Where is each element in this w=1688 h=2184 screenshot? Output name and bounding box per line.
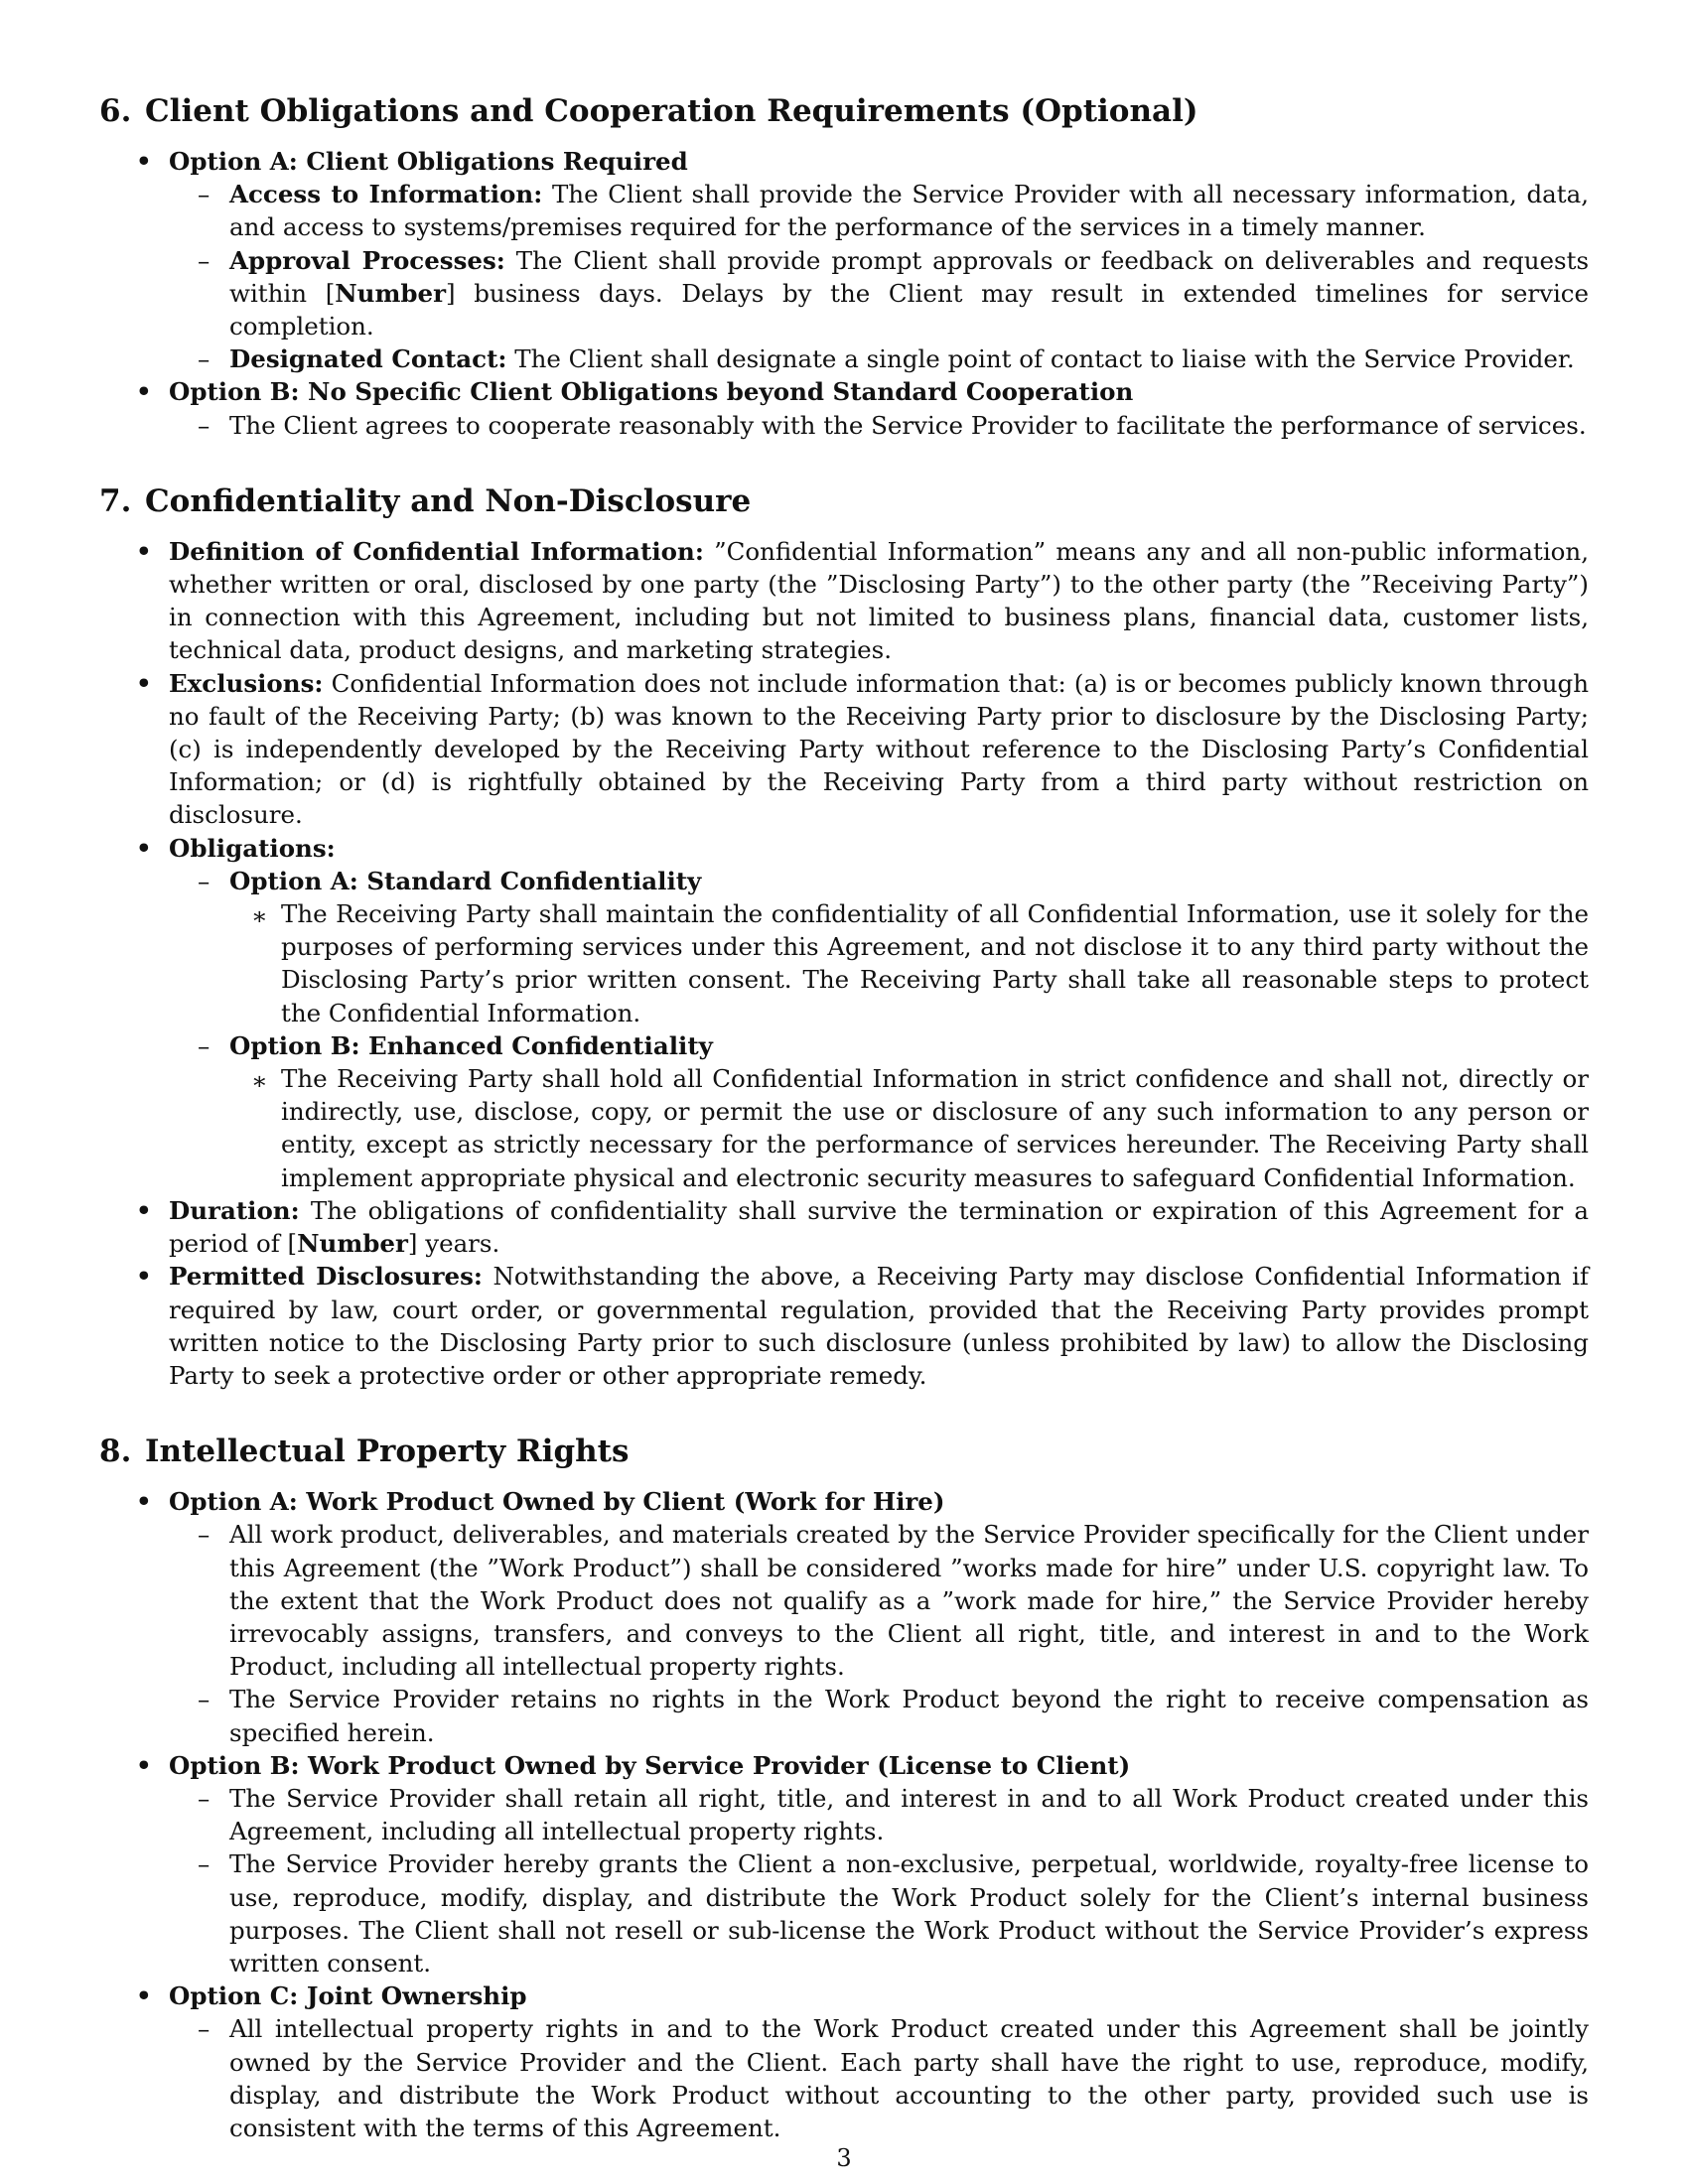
list-item: • Definition of Confidential Information: ”Confidential Information” means any and all non-public information, whether written or oral, disclosed by one party (the ”Disclosing Party”) to the other party (the ”Receiving Party”) in connection with this Agreement, including but not limited to business plans, financial data, customer lists, technical data, product designs, and marketing strategies. bbox=[136, 536, 1589, 665]
bullet-list bbox=[99, 1485, 1589, 2144]
list-item: • Permitted Disclosures: Notwithstanding the above, a Receiving Party may disclose Confidential Information if required by law, court order, or governmental regulation, provided that the Receiving Party provides prompt written notice to the Disclosing Party prior to such disclosure (unless prohibited by law) to allow the Disclosing Party to seek a protective order or other appropriate remedy. bbox=[136, 1262, 1589, 1390]
section-6 bbox=[99, 91, 1589, 442]
bullet-list bbox=[99, 145, 1589, 442]
list-item: • Option B: Work Product Owned by Service Provider (License to Client) – The Service Provider shall retain all right, title, and interest in and to all Work Product created under this Agreement, including all intellectual property rights. – The Service Provider hereby grants the Client a non-exclusive, perpetual, worldwide, royalty-free license to use, reproduce, modify, display, and distribute the Work Product solely for the Client’s internal business purposes. The Client shall not resell or sub-license the Work Product without the Service Provider’s express written consent. bbox=[99, 1749, 1589, 1979]
section-heading: 6. Client Obligations and Cooperation Requirements (Optional) bbox=[99, 93, 1198, 129]
sub-list bbox=[169, 1518, 1589, 1748]
sub-list bbox=[169, 1782, 1589, 1979]
list-item: – The Service Provider hereby grants the Client a non-exclusive, perpetual, worldwide, royalty-free license to use, reproduce, modify, display, and distribute the Work Product solely for the Client’s internal business purposes. The Client shall not resell or sub-license the Work Product without the Service Provider’s express written consent. bbox=[198, 1849, 1589, 1978]
sub-sub-list bbox=[229, 1062, 1589, 1194]
sub-list bbox=[169, 865, 1589, 1194]
list-item: – The Client agrees to cooperate reasonably with the Service Provider to facilitate the performance of services. bbox=[198, 410, 1587, 440]
sub-sub-list bbox=[229, 897, 1589, 1029]
list-item: • Option B: No Specific Client Obligations beyond Standard Cooperation – The Client agrees to cooperate reasonably with the Service Provider to facilitate the performance of services. bbox=[99, 375, 1589, 441]
sub-list bbox=[169, 178, 1589, 375]
list-item: – The Service Provider retains no rights in the Work Product beyond the right to receive compensation as specified herein. bbox=[198, 1685, 1589, 1747]
list-item: – Option A: Standard Confidentiality ∗ The Receiving Party shall maintain the confidentiality of all Confidential Information, use it solely for the purposes of performing services under this Agreement, and not disclose it to any third party without the Disclosing Party’s prior written consent. The Receiving Party shall take all reasonable steps to protect the Confidential Information. bbox=[169, 865, 1589, 1029]
list-item: • Duration: The obligations of confidentiality shall survive the termination or expiration of this Agreement for a period of [Number] years. bbox=[136, 1195, 1589, 1259]
list-item: – All intellectual property rights in and to the Work Product created under this Agreement shall be jointly owned by the Service Provider and the Client. Each party shall have the right to use, reproduce, modify, display, and distribute the Work Product without accounting to the other party, provided such use is consistent with the terms of this Agreement. bbox=[198, 2014, 1589, 2142]
document-page bbox=[99, 91, 1589, 2144]
list-item: • Option A: Work Product Owned by Client (Work for Hire) – All work product, deliverables, and materials created by the Service Provider specifically for the Client under this Agreement (the ”Work Product”) shall be considered ”works made for hire” under U.S. copyright law. To the extent that the Work Product does not qualify as a ”work made for hire,” the Service Provider hereby irrevocably assigns, transfers, and conveys to the Client all right, title, and interest in and to the Work Product, including all intellectual property rights. – The Service Provider retains no rights in the Work Product beyond the right to receive compensation as specified herein. bbox=[99, 1485, 1589, 1749]
list-item: ∗ The Receiving Party shall hold all Confidential Information in strict confidence and shall not, directly or indirectly, use, disclose, copy, or permit the use or disclosure of any such information to any person or entity, except as strictly necessary for the performance of services hereunder. The Receiving Party shall implement appropriate physical and electronic security measures to safeguard Confidential Information. bbox=[251, 1064, 1589, 1192]
section-heading: 8. Intellectual Property Rights bbox=[99, 1433, 630, 1470]
section-7 bbox=[99, 481, 1589, 1392]
list-item: – Approval Processes: The Client shall provide prompt approvals or feedback on deliverables and requests within [Number] business days. Delays by the Client may result in extended timelines for service completion. bbox=[198, 245, 1590, 341]
section-heading: 7. Confidentiality and Non-Disclosure bbox=[99, 482, 752, 519]
list-item: • Exclusions: Confidential Information does not include information that: (a) is or becomes publicly known through no fault of the Receiving Party; (b) was known to the Receiving Party prior to disclosure by the Disclosing Party; (c) is independently developed by the Receiving Party without reference to the Disclosing Party’s Confidential Information; or (d) is rightfully obtained by the Receiving Party from a third party without restriction on disclosure. bbox=[136, 668, 1589, 830]
bullet-list bbox=[99, 535, 1589, 1392]
list-item: – Designated Contact: The Client shall designate a single point of contact to liaise with the Service Provider. bbox=[198, 344, 1575, 374]
list-item: – Access to Information: The Client shall provide the Service Provider with all necessary information, data, and access to systems/premises required for the performance of the services in a timely manner. bbox=[198, 180, 1589, 242]
list-item: – Option B: Enhanced Confidentiality ∗ The Receiving Party shall hold all Confidential Information in strict confidence and shall not, directly or indirectly, use, disclose, copy, or permit the use or disclosure of any such information to any person or entity, except as strictly necessary for the performance of services hereunder. The Receiving Party shall implement appropriate physical and electronic security measures to safeguard Confidential Information. bbox=[169, 1029, 1589, 1194]
section-8 bbox=[99, 1432, 1589, 2144]
list-item: – All work product, deliverables, and materials created by the Service Provider specifically for the Client under this Agreement (the ”Work Product”) shall be considered ”works made for hire” under U.S. copyright law. To the extent that the Work Product does not qualify as a ”work made for hire,” the Service Provider hereby irrevocably assigns, transfers, and conveys to the Client all right, title, and interest in and to the Work Product, including all intellectual property rights. bbox=[198, 1520, 1589, 1682]
page-number: 3 bbox=[836, 2144, 852, 2172]
list-item: ∗ The Receiving Party shall maintain the confidentiality of all Confidential Information, use it solely for the purposes of performing services under this Agreement, and not disclose it to any third party without the Disclosing Party’s prior written consent. The Receiving Party shall take all reasonable steps to protect the Confidential Information. bbox=[251, 899, 1589, 1027]
sub-list bbox=[169, 409, 1589, 442]
list-item: – The Service Provider shall retain all right, title, and interest in and to all Work Product created under this Agreement, including all intellectual property rights. bbox=[198, 1783, 1589, 1846]
list-item: • Option C: Joint Ownership – All intellectual property rights in and to the Work Product created under this Agreement shall be jointly owned by the Service Provider and the Client. Each party shall have the right to use, reproduce, modify, display, and distribute the Work Product without accounting to the other party, provided such use is consistent with the terms of this Agreement. bbox=[99, 1979, 1589, 2144]
list-item: • Option A: Client Obligations Required – Access to Information: The Client shall provide the Service Provider with all necessary information, data, and access to systems/premises required for the performance of the services in a timely manner. – Approval Processes: The Client shall provide prompt approvals or feedback on deliverables and requests within [Number] business days. Delays by the Client may result in extended timelines for service completion. – Designated Contact: The Client shall designate a single point of contact to liaise with the Service Provider. bbox=[99, 145, 1589, 375]
list-item: • Obligations: – Option A: Standard Confidentiality ∗ The Receiving Party shall maintain the confidentiality of all Confidential Information, use it solely for the purposes of performing services under this Agreement, and not disclose it to any third party without the Disclosing Party’s prior written consent. The Receiving Party shall take all reasonable steps to protect the Confidential Information. – Option B: Enhanced Confidentiality ∗ The Receiving Party shall hold all Confidential Information in strict confidence and shall not, directly or indirectly, use, disclose, copy, or permit the use or disclosure of any such information to any person or entity, except as strictly necessary for the performance of services hereunder. The Receiving Party shall implement appropriate physical and electronic security measures to safeguard Confidential Information. bbox=[99, 832, 1589, 1194]
sub-list bbox=[169, 2012, 1589, 2144]
